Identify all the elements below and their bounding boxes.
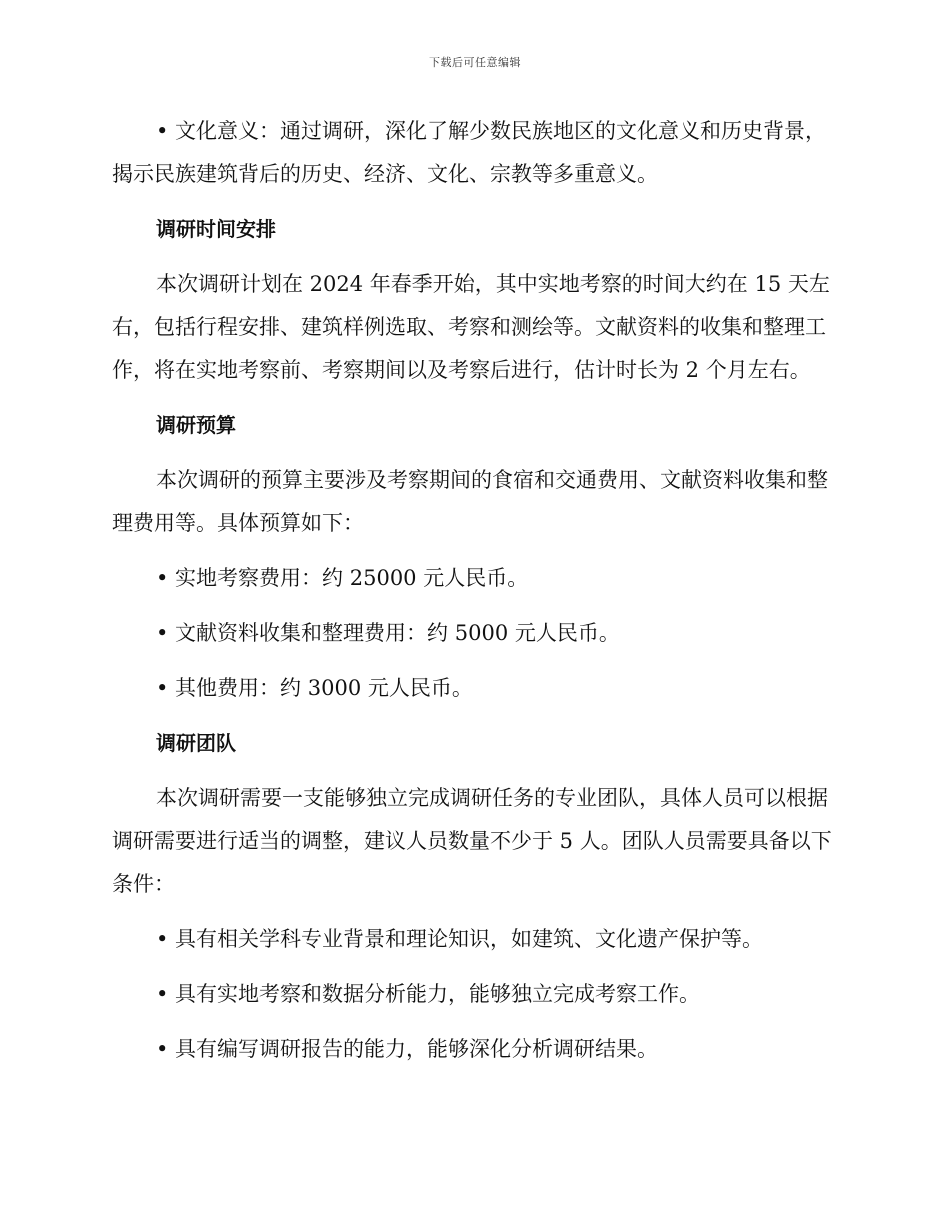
document-body xyxy=(112,110,832,1083)
page-header: 下载后可任意编辑 xyxy=(429,56,521,69)
budget-heading: 调研预算 xyxy=(156,413,236,437)
budget-paragraph: 本次调研的预算主要涉及考察期间的食宿和交通费用、文献资料收集和整理费用等。具体预算如下： xyxy=(112,468,828,535)
team-item: • 具有相关学科专业背景和理论知识，如建筑、文化遗产保护等。 xyxy=(156,927,764,951)
budget-item: • 文献资料收集和整理费用：约 5000 元人民币。 xyxy=(156,621,620,645)
schedule-heading: 调研时间安排 xyxy=(156,217,276,241)
team-heading: 调研团队 xyxy=(156,731,236,755)
team-item: • 具有编写调研报告的能力，能够深化分析调研结果。 xyxy=(156,1037,659,1061)
culture-bullet: • 文化意义：通过调研，深化了解少数民族地区的文化意义和历史背景，揭示民族建筑背后的历史、经济、文化、宗教等多重意义。 xyxy=(112,119,827,186)
budget-item: • 实地考察费用：约 25000 元人民币。 xyxy=(156,566,529,590)
schedule-paragraph: 本次调研计划在 2024 年春季开始，其中实地考察的时间大约在 15 天左右，包括行程安排、建筑样例选取、考察和测绘等。文献资料的收集和整理工作，将在实地考察前、考察期间以及考察后进行，估计时长为 2 个月左右。 xyxy=(112,272,830,382)
budget-item: • 其他费用：约 3000 元人民币。 xyxy=(156,676,473,700)
team-item: • 具有实地考察和数据分析能力，能够独立完成考察工作。 xyxy=(156,982,701,1006)
team-paragraph: 本次调研需要一支能够独立完成调研任务的专业团队，具体人员可以根据调研需要进行适当的调整，建议人员数量不少于 5 人。团队人员需要具备以下条件： xyxy=(112,786,832,896)
